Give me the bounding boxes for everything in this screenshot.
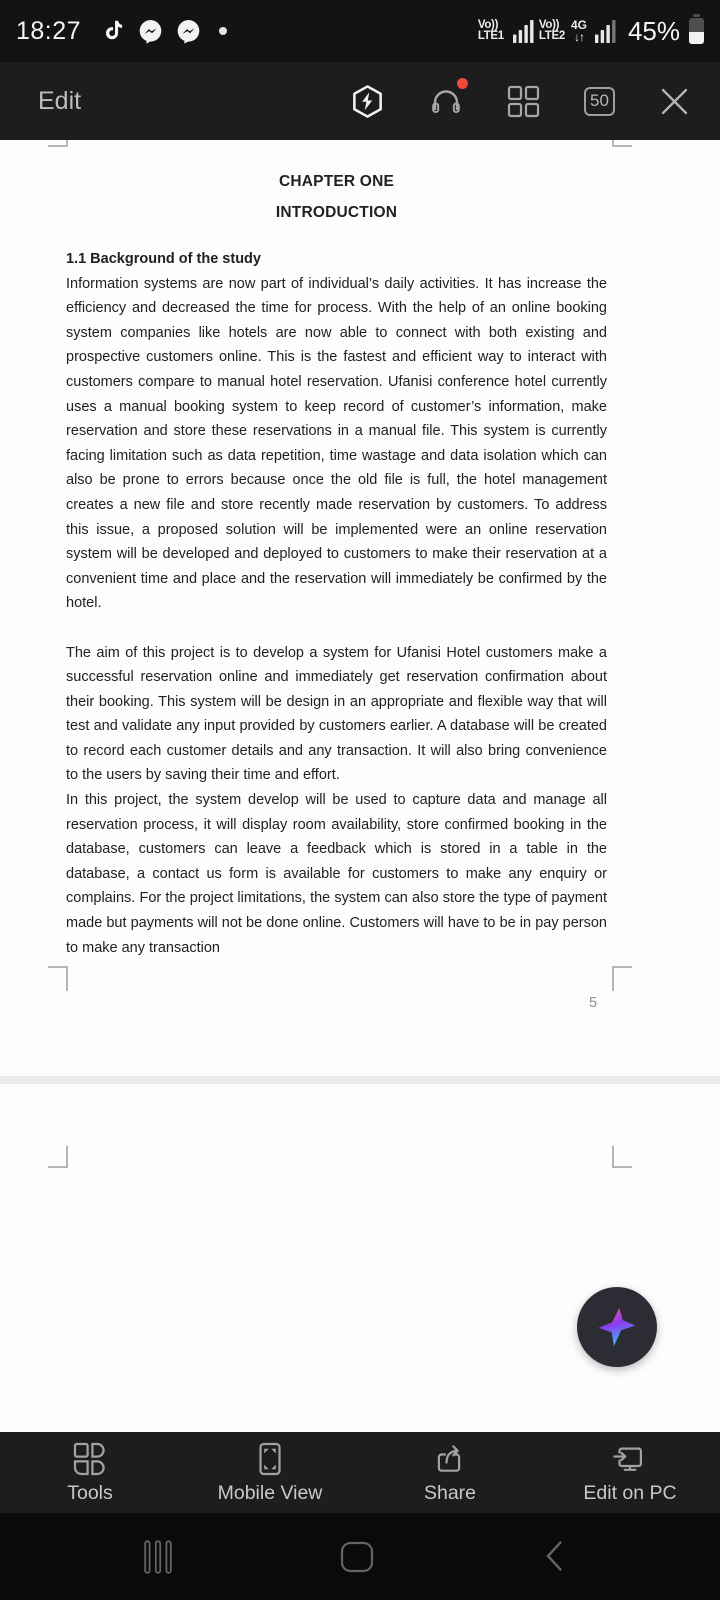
edit-mode-button[interactable]: Edit: [38, 86, 82, 115]
page2-top-right-margin-mark: [612, 1146, 632, 1168]
page1-bottom-right-margin-mark: [612, 966, 632, 991]
battery-icon: [689, 18, 704, 44]
status-right: [478, 16, 704, 47]
page1-bottom-left-margin-mark: [48, 966, 68, 991]
page-count-value: 50: [590, 91, 609, 110]
components-grid-button[interactable]: [507, 85, 540, 118]
messenger-icon: [175, 18, 202, 45]
status-bar: [0, 0, 720, 62]
page-count-button[interactable]: [584, 87, 615, 116]
signal-bars-sim2-icon: [595, 19, 616, 43]
tools-label: Tools: [67, 1481, 113, 1504]
edit-on-pc-label: Edit on PC: [583, 1481, 677, 1504]
status-left: [16, 17, 227, 46]
tools-icon: [72, 1441, 108, 1477]
tools-button[interactable]: [0, 1432, 180, 1513]
sim2-volte-label: Vo)): [538, 18, 560, 31]
document-body: [66, 166, 607, 960]
notification-badge-dot: [457, 78, 468, 89]
app-toolbar: [0, 62, 720, 140]
network-type-label: 4G: [570, 18, 587, 32]
clock: 18:27: [16, 16, 82, 45]
paragraph: Information systems are now part of individual’s daily activities. It has increase the efficiency and decreased the time for process. With the help of an online booking system companies like hotels are now able to connect with both existing and prospective customers online. This is the fastest and efficient way to interact with customers compare to manual hotel reservation. Ufanisi conference hotel currently uses a manual booking system to keep record of customer’s information, make reservation and store these reservations in a manual file. This system is currently facing limitation such as data repetition, time wastage and data isolation which can also be prone to errors because once the old file is full, the hotel management creates a new file and store recently made reservation by customers. To address this issue, a proposed solution will be implemented were an online reservation system will be developed and deployed to customers to make their reservation at a convenient time and place and the reservation will immediately be confirmed by the hotel.: [66, 275, 607, 612]
battery-percent: 45%: [627, 15, 680, 46]
data-arrows-icon: ↓↑: [573, 30, 584, 44]
paragraph: In this project, the system develop will be used to capture data and manage all reservation process, it will display room availability, store confirmed booking in the database, customers can leave a feedback which is stored in a table in the database, a contact us form is available for customers to make any enquiry or complains. For the project limitations, the system can also store the type of payment made but payments will not be done online. Customers will have to be in pay person to make any transaction: [66, 792, 607, 956]
chapter-title: CHAPTER ONE: [278, 173, 394, 190]
tiktok-icon: [100, 17, 126, 45]
back-button[interactable]: [544, 1540, 564, 1572]
paragraph: The aim of this project is to develop a system for Ufanisi Hotel customers make a successful reservation online and immediately get reservation confirmation about their booking. This system will be design in an appropriate and flexible way that will test and validate any input provided by customers earlier. A database will be created to record each customer details and any transaction. It will also bring convenience to the users by saving their time and effort.: [66, 644, 607, 784]
page1-top-left-margin-mark: [48, 140, 68, 147]
quick-tools-hexagon-bolt-icon[interactable]: [350, 83, 385, 120]
data-network-indicator: [571, 19, 587, 43]
page2-top-left-margin-mark: [48, 1146, 68, 1168]
messenger-icon: [137, 18, 164, 45]
support-headphones-button[interactable]: [429, 84, 463, 118]
share-button[interactable]: [360, 1432, 540, 1513]
sim2-indicator: [539, 20, 565, 43]
share-icon: [432, 1441, 468, 1477]
mobile-view-label: Mobile View: [217, 1481, 323, 1504]
page-break-gap: [0, 1076, 720, 1084]
recents-button[interactable]: [144, 1540, 172, 1574]
ai-sparkle-icon: [594, 1304, 640, 1350]
home-button[interactable]: [340, 1540, 374, 1574]
signal-bars-sim1-icon: [513, 19, 534, 43]
section-heading: 1.1 Background of the study: [66, 251, 261, 267]
chapter-subtitle: INTRODUCTION: [275, 204, 398, 221]
notification-dot-icon: [219, 27, 227, 35]
mobile-view-button[interactable]: [180, 1432, 360, 1513]
bottom-toolbar: [0, 1432, 720, 1513]
sim1-indicator: [478, 20, 504, 43]
edit-on-pc-button[interactable]: [540, 1432, 720, 1513]
ai-assistant-fab[interactable]: [577, 1287, 657, 1367]
close-icon[interactable]: [659, 86, 690, 117]
edit-on-pc-icon: [612, 1441, 648, 1477]
document-page-2[interactable]: [0, 1084, 720, 1432]
sim1-volte-label: Vo)): [477, 18, 499, 31]
toolbar-actions: [350, 83, 720, 120]
sim1-network-label: LTE1: [477, 30, 504, 42]
share-label: Share: [423, 1481, 477, 1504]
headphones-icon: [429, 84, 463, 118]
mobile-view-icon: [252, 1441, 288, 1477]
sim2-network-label: LTE2: [538, 30, 565, 42]
page-number: 5: [589, 995, 598, 1011]
page1-top-right-margin-mark: [612, 140, 632, 147]
